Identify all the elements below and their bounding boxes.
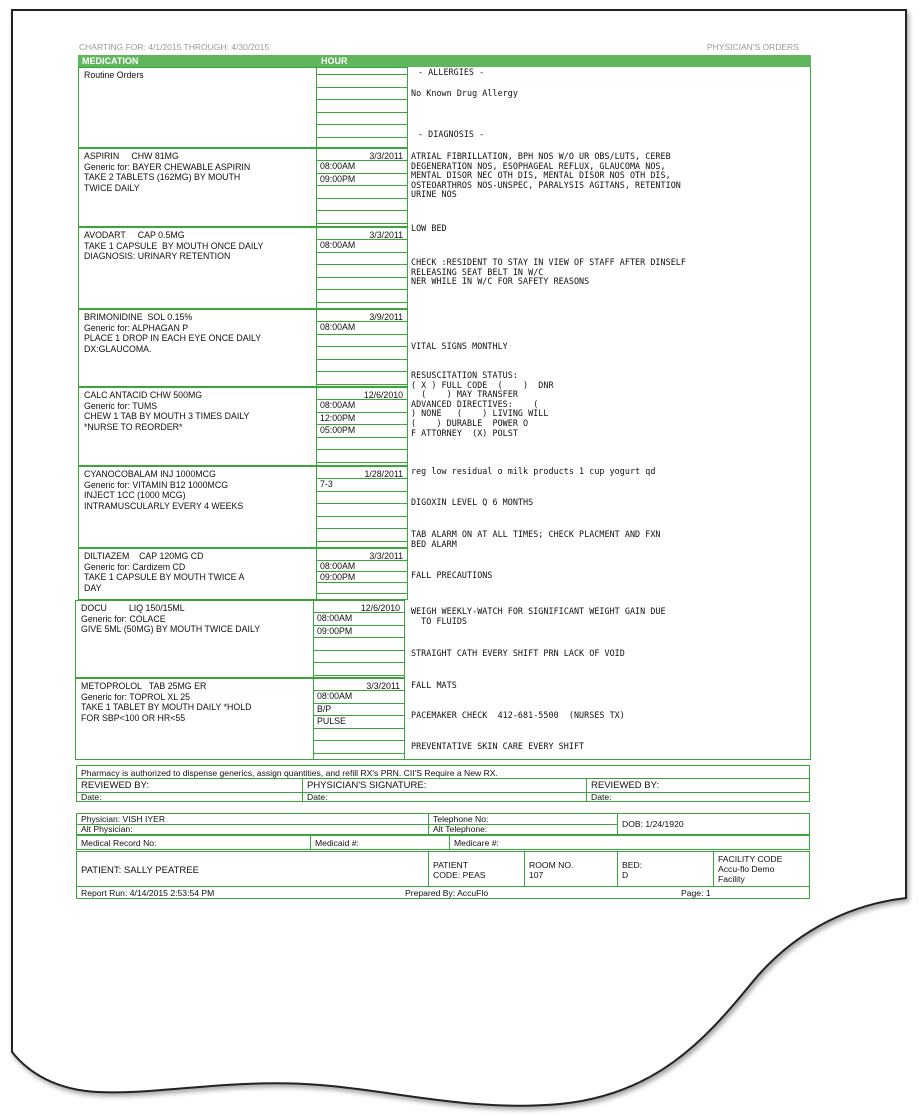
hour-grid-line <box>313 637 404 638</box>
medication-line: BRIMONIDINE SOL 0.15% <box>84 312 193 322</box>
medication-line: CALC ANTACID CHW 500MG <box>84 390 203 400</box>
physician-signature: PHYSICIAN'S SIGNATURE: <box>307 780 427 791</box>
hour-grid-line <box>316 112 407 113</box>
hour-grid-line <box>316 198 407 199</box>
facility-suffix: Facility <box>718 874 745 884</box>
medication-line: DIAGNOSIS: URINARY RETENTION <box>84 251 231 261</box>
hour-grid-line <box>316 99 407 100</box>
hour-grid-line <box>313 740 404 741</box>
date-middle: Date: <box>307 792 328 802</box>
hour-grid-line <box>313 662 404 663</box>
medication-order <box>78 309 408 387</box>
pharmacy-note-row <box>76 765 810 779</box>
order-date: 1/28/2011 <box>364 469 403 479</box>
divider <box>77 792 809 793</box>
hour-grid-line <box>316 384 407 385</box>
admin-hour: 05:00PM <box>320 425 356 435</box>
patient-code-label: PATIENT <box>433 860 469 870</box>
hour-grid-line <box>316 437 407 438</box>
date-right: Date: <box>591 792 612 802</box>
hour-grid-line <box>316 252 407 253</box>
bed-label: BED: <box>622 860 643 870</box>
order-note: FALL MATS <box>411 680 457 690</box>
orders-grid <box>78 55 811 760</box>
medication-order <box>75 600 405 678</box>
medication-order <box>75 678 405 760</box>
divider <box>713 852 714 886</box>
order-note: PACEMAKER CHECK 412-681-5500 (NURSES TX) <box>411 710 625 720</box>
divider <box>449 836 450 849</box>
medication-line: CHEW 1 TAB BY MOUTH 3 TIMES DAILY <box>84 411 250 421</box>
hour-grid-line <box>316 541 407 542</box>
order-note: ATRIAL FIBRILLATION, BPH NOS W/O UR OBS/LUTS, CEREB DEGENERATION NOS, ESOPHAGEAL REFLUX, GLAUCOMA NOS, MENTAL DISOR NEC OTH DIS, MENTAL DISOR NOS OTH DIS, OSTEOARTHROS NOS-UNSPEC, PARALYSIS AGITANS, RETENTION URINE NOS <box>411 151 681 200</box>
hour-grid-line <box>316 210 407 211</box>
column-header-band <box>78 55 811 67</box>
medication-line: DOCU LIQ 150/15ML <box>81 603 185 613</box>
hour-grid-line <box>316 277 407 278</box>
order-note: - DIAGNOSIS - <box>418 129 485 139</box>
hour-grid-line <box>316 185 407 186</box>
medication-line: TAKE 1 CAPSULE BY MOUTH ONCE DAILY <box>84 240 264 251</box>
order-date: 12/6/2010 <box>363 390 403 400</box>
hour-grid-line <box>316 289 407 290</box>
order-note: TAB ALARM ON AT ALL TIMES; CHECK PLACMENT AND FXN BED ALARM <box>411 529 661 549</box>
hour-column-divider <box>316 228 317 308</box>
form-title: PHYSICIAN'S ORDERS <box>707 42 799 52</box>
hour-column-divider <box>316 549 317 599</box>
divider <box>586 779 587 801</box>
hour-grid-line <box>316 528 407 529</box>
medication-line: Generic for: TOPROL XL 25 <box>81 691 191 702</box>
notes-right-border <box>810 67 811 760</box>
medication-text <box>84 151 316 193</box>
medication-column-header: MEDICATION <box>82 56 139 66</box>
bed-value: D <box>622 870 629 880</box>
facility-label: FACILITY CODE <box>718 854 783 864</box>
medication-line: CYANOCOBALAM INJ 1000MCG <box>84 469 216 479</box>
hour-grid-line <box>313 728 404 729</box>
hour-grid-line <box>316 334 407 335</box>
order-note: No Known Drug Allergy <box>411 88 518 98</box>
patient-name: PATIENT: SALLY PEATREE <box>81 865 199 876</box>
footer-block <box>76 765 810 900</box>
medication-order <box>78 466 408 548</box>
order-note: FALL PRECAUTIONS <box>411 570 493 580</box>
physician-name: Physician: VISH IYER <box>81 814 166 824</box>
reviewed-by-right: REVIEWED BY: <box>591 780 660 791</box>
medication-line: FOR SBP<100 OR HR<55 <box>81 712 186 723</box>
admin-hour: 12:00PM <box>320 412 356 423</box>
order-note: PREVENTATIVE SKIN CARE EVERY SHIFT <box>411 741 585 751</box>
hour-grid-line <box>316 87 407 88</box>
divider <box>617 852 618 886</box>
medication-line: GIVE 5ML (50MG) BY MOUTH TWICE DAILY <box>81 624 261 634</box>
hour-grid-line <box>316 359 407 360</box>
alt-physician: Alt Physician: <box>81 824 133 834</box>
patient-row <box>76 851 810 887</box>
hour-grid-line <box>316 462 407 463</box>
notes-bottom-border <box>405 759 811 760</box>
order-date: 12/6/2010 <box>360 603 400 613</box>
admin-hour: 09:00PM <box>320 173 356 184</box>
prepared-by: Prepared By: AccuFlo <box>405 888 489 898</box>
order-date: 3/3/2011 <box>366 681 400 691</box>
medication-text <box>84 230 316 262</box>
medication-line: INJECT 1CC (1000 MCG) <box>84 490 186 500</box>
order-note: WEIGH WEEKLY-WATCH FOR SIGNIFICANT WEIGHT GAIN DUE TO FLUIDS <box>411 606 666 626</box>
hour-column-header: HOUR <box>321 56 348 66</box>
divider <box>77 824 617 825</box>
medication-line: TWICE DAILY <box>84 182 140 193</box>
admin-hour: 09:00PM <box>317 625 353 636</box>
medical-record: Medical Record No: <box>81 838 157 848</box>
hour-column-divider <box>313 679 314 759</box>
record-row <box>76 835 810 850</box>
hour-grid-line <box>316 302 407 303</box>
admin-hour: 7-3 <box>320 479 333 489</box>
order-note: STRAIGHT CATH EVERY SHIFT PRN LACK OF VOID <box>411 648 625 658</box>
medication-text <box>84 469 316 511</box>
date-of-birth: DOB: 1/24/1920 <box>622 819 684 829</box>
reviewed-by-left: REVIEWED BY: <box>81 780 150 791</box>
alt-telephone: Alt Telephone: <box>433 824 488 834</box>
hour-grid-line <box>316 503 407 504</box>
medicaid: Medicaid #: <box>315 838 359 848</box>
medication-text <box>84 390 316 432</box>
medication-line: TAKE 2 TABLETS (162MG) BY MOUTH <box>84 172 241 182</box>
physician-row <box>76 813 810 835</box>
medication-line: TAKE 1 CAPSULE BY MOUTH TWICE A <box>84 572 245 582</box>
hour-grid-line <box>316 346 407 347</box>
report-row <box>76 886 810 899</box>
order-note: CHECK :RESIDENT TO STAY IN VIEW OF STAFF AFTER DINSELF RELEASING SEAT BELT IN W/C NER WHILE IN W/C FOR SAFETY REASONS <box>411 257 686 287</box>
hour-grid-line <box>316 449 407 450</box>
medication-line: AVODART CAP 0.5MG <box>84 230 185 240</box>
hour-column-divider <box>316 467 317 547</box>
order-note: LOW BED <box>411 223 447 233</box>
medication-line: Generic for: ALPHAGAN P <box>84 322 189 333</box>
hour-grid-line <box>316 137 407 138</box>
medication-line: *NURSE TO REORDER* <box>84 421 183 432</box>
date-left: Date: <box>81 792 102 802</box>
pharmacy-note: Pharmacy is authorized to dispense generics, assign quantities, and refill RX's PRN. CII'S Require a New RX. <box>81 768 498 778</box>
review-row <box>76 778 810 802</box>
hour-grid-line <box>316 593 407 594</box>
order-note: DIGOXIN LEVEL Q 6 MONTHS <box>411 497 534 507</box>
hour-grid-line <box>313 753 404 754</box>
medication-line: INTRAMUSCULARLY EVERY 4 WEEKS <box>84 500 244 511</box>
medication-text <box>84 551 316 593</box>
medication-text <box>81 603 313 635</box>
admin-hour: 08:00AM <box>317 691 353 701</box>
hour-grid-line <box>316 74 407 75</box>
medication-text <box>81 681 313 723</box>
report-run: Report Run: 4/14/2015 2:53:54 PM <box>81 888 215 898</box>
facility-name: Accu-flo Demo <box>718 864 775 874</box>
order-note: reg low residual o milk products 1 cup yogurt qd <box>411 466 656 476</box>
divider <box>302 779 303 801</box>
hour-grid-line <box>313 650 404 651</box>
medicare: Medicare #: <box>454 838 499 848</box>
divider <box>428 852 429 886</box>
order-date: 3/3/2011 <box>369 151 403 161</box>
admin-hour: 08:00AM <box>320 322 356 332</box>
room-label: ROOM NO. <box>529 860 574 870</box>
medication-line: ASPIRIN CHW 81MG <box>84 151 179 161</box>
admin-hour: 08:00AM <box>317 613 353 623</box>
medication-line: Generic for: TUMS <box>84 400 158 411</box>
telephone: Telephone No: <box>433 814 489 824</box>
divider <box>617 814 618 834</box>
medication-order <box>78 227 408 309</box>
order-date: 3/3/2011 <box>369 551 403 561</box>
patient-code: CODE: PEAS <box>433 870 486 880</box>
divider <box>524 852 525 886</box>
order-note: VITAL SIGNS MONTHLY <box>411 341 508 351</box>
medication-line: Generic for: BAYER CHEWABLE ASPIRIN <box>84 161 251 172</box>
admin-hour: 08:00AM <box>320 561 356 571</box>
medication-line: Generic for: VITAMIN B12 1000MCG <box>84 479 229 490</box>
hour-grid-line <box>316 264 407 265</box>
medication-text <box>84 312 316 354</box>
hour-grid-line <box>316 371 407 372</box>
medication-line: PLACE 1 DROP IN EACH EYE ONCE DAILY <box>84 333 262 343</box>
page-number: Page: 1 <box>681 888 711 898</box>
medication-line: DILTIAZEM CAP 120MG CD <box>84 551 204 561</box>
medication-line: TAKE 1 TABLET BY MOUTH DAILY *HOLD <box>81 702 252 712</box>
hour-grid-line <box>316 124 407 125</box>
medication-line: Generic for: COLACE <box>81 613 166 624</box>
admin-hour: 08:00AM <box>320 161 356 171</box>
admin-hour: B/P <box>317 703 332 714</box>
medication-line: Routine Orders <box>84 70 144 80</box>
order-note: RESUSCITATION STATUS: ( X ) FULL CODE ( ) DNR ( ) MAY TRANSFER ADVANCED DIRECTIVES: ( ) NONE ( ) LIVING WILL ( ) DURABLE POWER O F ATTORNEY (X) POLST <box>411 370 554 438</box>
medication-order <box>78 548 408 600</box>
hour-grid-line <box>316 491 407 492</box>
hour-grid-line <box>313 675 404 676</box>
medication-order <box>78 67 408 148</box>
hour-grid-line <box>316 223 407 224</box>
medication-order <box>78 387 408 466</box>
medication-line: DAY <box>84 582 102 593</box>
order-date: 3/9/2011 <box>369 312 403 322</box>
hour-grid-line <box>316 516 407 517</box>
divider <box>310 836 311 849</box>
medication-text <box>84 70 316 81</box>
medication-line: METOPROLOL TAB 25MG ER <box>81 681 207 691</box>
order-note: - ALLERGIES - <box>418 67 485 77</box>
medication-order <box>78 148 408 227</box>
order-date: 3/3/2011 <box>369 230 403 240</box>
admin-hour: PULSE <box>317 716 346 726</box>
medication-line: DX:GLAUCOMA. <box>84 343 152 354</box>
admin-hour: 08:00AM <box>320 240 356 250</box>
room-number: 107 <box>529 870 544 880</box>
admin-hour: 08:00AM <box>320 400 356 410</box>
hour-column-divider <box>316 68 317 147</box>
medication-line: Generic for: Cardizem CD <box>84 561 186 572</box>
charting-period: CHARTING FOR: 4/1/2015 THROUGH: 4/30/2015 <box>79 42 270 52</box>
admin-hour: 09:00PM <box>320 572 356 582</box>
